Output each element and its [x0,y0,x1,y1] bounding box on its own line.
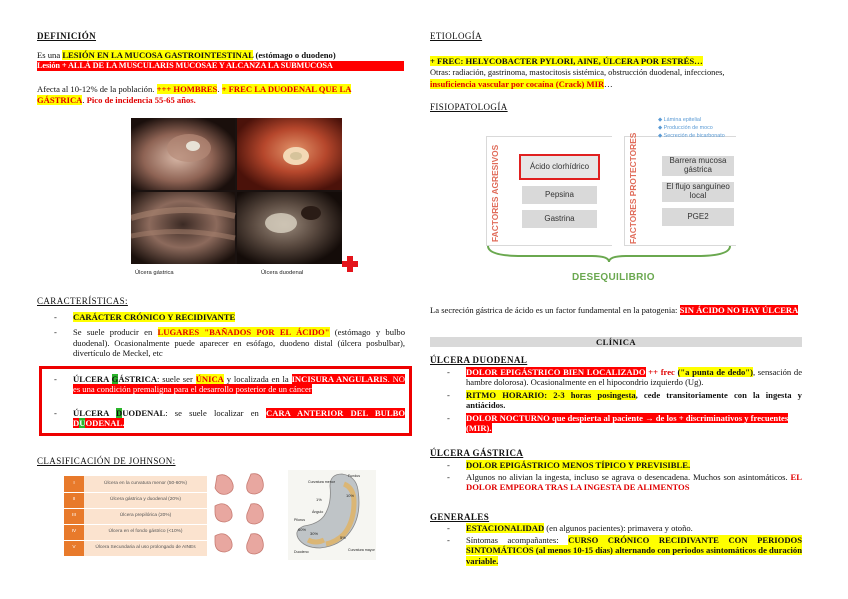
highlight-text: DOLOR EPIGÁSTRICO BIEN LOCALIZADO [466,367,646,377]
clinica-heading: CLÍNICA [430,337,802,347]
highlight-text: CARA ANTERIOR DEL BULBO D [73,408,406,429]
duodenal-heading: ÚLCERA DUODENAL [430,355,528,365]
diagram-label: Duodeno [294,550,309,554]
text: UODENAL [122,408,166,418]
protectores-label: FACTORES PROTECTORES [628,132,638,244]
list-item: - ESTACIONALIDAD (en algunos pacientes): primavera y otoño. [447,523,693,533]
table-cell: II [64,492,84,508]
text: , sensación de hambre dolorosa). Ocasionalmente en el hipocondrio izquierdo (Ug). [466,367,803,388]
highlight-text: +++ HOMBRES [156,84,218,94]
table-cell: V [64,540,84,556]
text: y localizada en la [223,374,292,384]
highlight-text: + FREC LA DUODENAL QUE LA [221,84,352,94]
diagram-pct: 30% [310,531,319,536]
text: : suele ser [157,374,196,384]
diagram-label: Ángulo [312,510,324,514]
table-cell: Úlcera en el fondo gástrico (<10%) [84,524,207,540]
highlight-text: SIN ÁCIDO NO HAY ÚLCERA [679,305,799,315]
endoscopy-photos [131,118,342,264]
text: … [604,79,613,89]
text: Producción de moco [663,125,713,132]
text: Pico de incidencia 55-65 años. [86,94,196,105]
text: Afecta al 10-12% de la población. [37,84,157,94]
list-item: - Algunos no alivian la ingesta, incluso se agrava o desencadena. Muchos son asintomáticos. EL DOLOR EMPEORA TRAS LA INGESTA DE ALIMENTOS [447,472,802,493]
text: La secreción gástrica de ácido es un factor fundamental en la patogenia: [430,305,680,315]
bullet-item: ◆ Secreción de bicarbonato [658,133,725,140]
desequilibrio-label: DESEQUILIBRIO [572,272,655,283]
diagram-label: Pilorus [294,518,305,522]
text: . [82,94,87,105]
table-row [64,540,207,556]
text: Lámina epitelial [663,117,702,123]
highlight-text: INCISURA ANGULARIS [291,374,388,384]
highlight-text: DOLOR EPIGÁSTRICO MENOS TÍPICO Y PREVISIBLE. [466,460,691,470]
highlight-text: GÁSTRICA [37,94,83,105]
highlight-text: D [116,408,123,418]
gastrica-heading: ÚLCERA GÁSTRICA [430,448,524,458]
list-item: - ÚLCERA DUODENAL: se suele localizar en CARA ANTERIOR DEL BULBO DUODENAL. [54,408,406,429]
text: . [217,84,222,94]
fisiopatologia-heading: FISIOPATOLOGÍA [430,102,508,112]
red-cross-icon [342,256,358,272]
table-cell: III [64,508,84,524]
highlight-text: ("a punta de dedo") [677,367,753,377]
johnson-heading: CLASIFICACIÓN DE JOHNSON: [37,456,176,466]
caption-gastric: Úlcera gástrica [135,270,174,276]
table-cell: Úlcera gástrica y duodenal (20%) [84,492,207,508]
desequilibrio-bracket [482,244,736,264]
text: Secreción de bicarbonato [663,133,725,140]
diagram-pct: 1% [316,497,322,502]
text: (estómago y bulbo duodenal). Ocasionalmente puede aparecer en esófago, duodeno distal (úlcera posbulbar), divertículo de Meckel, etc [73,327,405,359]
etiologia-line2: Otras: radiación, gastrinoma, mastocitosis sistémica, obstrucción duodenal, infecciones, [430,68,725,77]
table-cell: Úlcera prepilórica (20%) [84,508,207,524]
highlight-text: . NO es una condición premaligna para el desarrollo posterior de un cáncer [73,374,405,395]
highlight-text: U [79,418,86,429]
diagram-pct: 5% [340,535,346,540]
highlight-text: LUGARES "BAÑADOS POR EL ÁCIDO" [157,327,330,337]
text: Algunos no alivian la ingesta, incluso se agrava o desencadena. Muchos son asintomáticos. [466,472,791,482]
list-item: - RITMO HORARIO: 2-3 horas posingesta, cede transitoriamente con la ingesta y antiácidos. [447,390,802,411]
list-item: - DOLOR EPIGÁSTRICO BIEN LOCALIZADO ++ frec ("a punta de dedo"), sensación de hambre dolorosa). Ocasionalmente en el hipocondrio izquierdo (Ug). [447,367,803,388]
johnson-table [64,476,207,557]
definicion-line2: Lesión + ALLÁ DE LA MUSCULARIS MUCOSAE Y ALCANZA LA SUBMUCOSA [37,61,404,71]
agresivo-item: Pepsina [522,186,597,204]
bullet-item: ◆ Producción de moco [658,125,713,132]
highlight-text: G [111,374,119,384]
caption-duodenal: Úlcera duodenal [261,270,304,276]
etiologia-line1: + FREC: HELYCOBACTER PYLORI, AINE, ÚLCERA POR ESTRÉS… [430,56,703,66]
text: Se suele producir en [73,327,158,337]
highlight-text: insuficiencia vascular por cocaína (Crack) MIR [430,79,605,89]
protector-item: PGE2 [662,208,734,226]
text: (estómago o duodeno) [253,50,336,60]
text: ÚLCERA [73,408,116,418]
text: ++ frec [645,367,678,377]
highlight-text: DOLOR NOCTURNO que despierta al paciente → de los + discriminativos y frecuentes (MIR). [466,413,789,434]
table-cell: Úlcera Secundaria al uso prolongado de AINEs [84,540,207,556]
protector-item: Barrera mucosa gástrica [662,156,734,176]
table-row [64,476,207,492]
highlight-text: ODENAL. [85,418,125,429]
table-row [64,508,207,524]
list-item: - CARÁCTER CRÓNICO Y RECIDIVANTE [54,312,236,322]
diagram-label: Curvatura menor [308,480,335,484]
diagram-pct: 10% [346,493,355,498]
generales-heading: GENERALES [430,512,490,522]
table-cell: I [64,476,84,492]
highlight-text: CURSO CRÓNICO RECIDIVANTE CON PERIODOS SINTOMÁTICOS (al menos 10-15 días) alternando con periodos asintomáticos de duración variable. [466,535,802,566]
text: CARÁCTER CRÓNICO Y RECIDIVANTE [73,312,236,322]
stomach-icons [207,470,279,560]
highlight-text: LESIÓN EN LA MUCOSA GASTROINTESTINAL [62,50,254,60]
definicion-paragraph [37,84,405,105]
text: : se suele localizar en [165,408,266,418]
endoscopy-image [131,118,342,264]
secrecion-text [430,305,802,316]
caracteristicas-heading: CARACTERÍSTICAS: [37,296,128,306]
etiologia-heading: ETIOLOGÍA [430,31,483,41]
stomach-diagram [288,470,376,560]
text: ÚLCERA [73,374,112,384]
table-cell: Úlcera en la curvatura menor (50-60%) [84,476,207,492]
list-item: - DOLOR NOCTURNO que despierta al paciente → de los + discriminativos y frecuentes (MIR). [447,413,789,434]
barrera-bullets [658,116,725,140]
list-item: - DOLOR EPIGÁSTRICO MENOS TÍPICO Y PREVISIBLE. [447,460,691,470]
protector-item: El flujo sanguíneo local [662,182,734,202]
diagram-label: Fundus [348,474,360,478]
list-item: - Síntomas acompañantes: CURSO CRÓNICO RECIDIVANTE CON PERIODOS SINTOMÁTICOS (al menos 10-15 días) alternando con periodos asintomáticos de duración variable. [447,535,802,566]
diagram-label: Curvatura mayor [348,548,375,552]
text: (en algunos pacientes): primavera y otoño. [544,523,693,533]
text: , cede transitoriamente con la ingesta y antiácidos. [466,390,802,411]
agresivo-item: Ácido clorhídrico [519,154,600,180]
agresivo-item: Gastrina [522,210,597,228]
highlight-text: RITMO HORARIO: 2-3 horas posingesta [466,390,636,400]
list-item: - ÚLCERA GÁSTRICA: suele ser ÚNICA y localizada en la INCISURA ANGULARIS. NO es una condición premaligna para el desarrollo posterior de un cáncer [54,374,405,395]
table-row [64,492,207,508]
list-item: - Se suele producir en LUGARES "BAÑADOS POR EL ÁCIDO" (estómago y bulbo duodenal). Ocasionalmente puede aparecer en esófago, duodeno distal (úlcera posbulbar), divertículo de Meckel, etc [54,327,405,359]
fisiopatologia-diagram [482,117,736,292]
etiologia-line3 [430,79,613,89]
text: EL DOLOR EMPEORA TRAS LA INGESTA DE ALIMENTOS [466,472,802,493]
table-row [64,524,207,540]
agresivos-label: FACTORES AGRESIVOS [490,144,500,242]
bullet-item: ◆ Lámina epitelial [658,117,702,123]
definicion-heading: DEFINICIÓN [37,31,97,41]
text: Síntomas acompañantes: [466,535,569,545]
diagram-pct: 60% [298,527,307,532]
highlight-text: ÚNICA [195,374,224,384]
definicion-line1 [37,50,405,60]
table-cell: IV [64,524,84,540]
text: ÁSTRICA [118,374,158,384]
text: Es una [37,50,63,60]
highlight-text: ESTACIONALIDAD [466,523,545,533]
